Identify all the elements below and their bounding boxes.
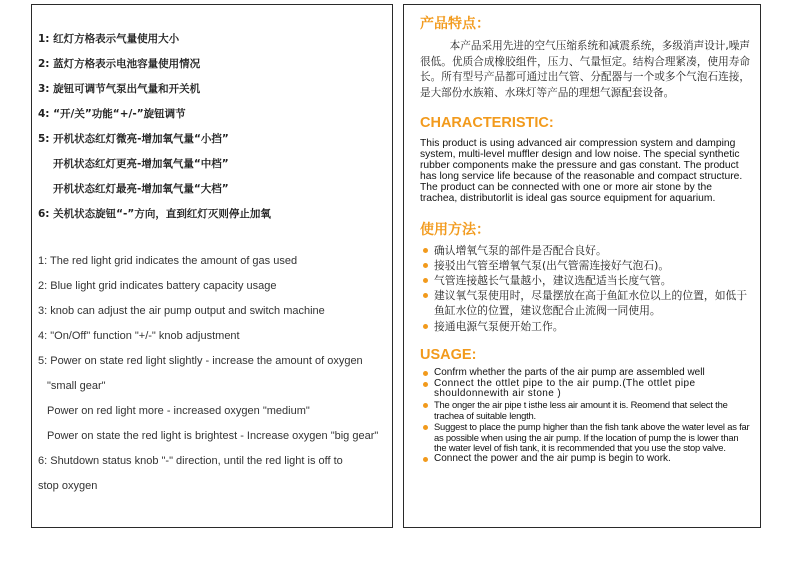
zh-item-2: 2: 蓝灯方格表示电池容量使用情况 — [38, 58, 201, 70]
bullet-dot-icon — [423, 248, 428, 253]
method-item-text: 接驳出气管至增氧气泵(出气管需连接好气泡石)。 — [434, 258, 670, 272]
method-item — [420, 258, 750, 273]
usage-heading: USAGE: — [420, 346, 477, 363]
method-list — [420, 243, 750, 334]
bullet-dot-icon — [423, 403, 428, 408]
bullet-dot-icon — [423, 371, 428, 376]
usage-item-text: The onger the air pipe t isthe less air amount it is. Reomend that select the trachea of suitable length. — [434, 399, 728, 421]
method-item — [420, 319, 750, 334]
en-item-1: 1: The red light grid indicates the amount of gas used — [38, 255, 298, 267]
characteristic-text: This product is using advanced air compression system and damping system, multi-level muffler design and low noise. The special synthetic rubber components make the pressure and gas constant. The product has long service life because of the reasonable and compact structure. The product can be connected with one or more air stone by the trachea, distributorlit is ideal gas source equipment for aquarium. — [420, 138, 743, 205]
en-item-6b: stop oxygen — [38, 480, 98, 492]
usage-item — [420, 400, 750, 422]
bullet-dot-icon — [423, 263, 428, 268]
bullet-dot-icon — [423, 457, 428, 462]
en-item-5d: Power on state the red light is brightest - Increase oxygen "big gear" — [47, 430, 379, 442]
bullet-dot-icon — [423, 324, 428, 329]
method-item-text: 气管连接越长气量越小，建议选配适当长度气管。 — [434, 273, 672, 287]
method-section — [420, 219, 750, 334]
en-item-5: 5: Power on state red light slightly - increase the amount of oxygen — [38, 355, 363, 367]
zh-item-1: 1: 红灯方格表示气量使用大小 — [38, 33, 180, 45]
en-item-3: 3: knob can adjust the air pump output and switch machine — [38, 305, 325, 317]
characteristic-heading: CHARACTERISTIC: — [420, 115, 554, 131]
usage-list — [420, 368, 750, 465]
bullet-dot-icon — [423, 293, 428, 298]
usage-item-text: Connect the ottlet pipe to the air pump.(The ottlet pipe shouldonnewith air stone ) — [434, 377, 696, 400]
method-item-text: 建议氧气泵使用时，尽量摆放在高于鱼缸水位以上的位置，如低于鱼缸水位的位置，建议您配合止流阀一同使用。 — [434, 289, 748, 318]
method-item-text: 接通电源气泵便开始工作。 — [434, 319, 564, 333]
method-item-text: 确认增氧气泵的部件是否配合良好。 — [434, 243, 607, 257]
bullet-dot-icon — [423, 278, 428, 283]
instructions-panel — [31, 4, 393, 528]
usage-item — [420, 454, 750, 465]
en-item-6: 6: Shutdown status knob "-" direction, until the red light is off to — [38, 455, 343, 467]
method-item — [420, 243, 750, 258]
zh-item-3: 3: 旋钮可调节气泵出气量和开关机 — [38, 83, 201, 95]
method-item — [420, 273, 750, 288]
usage-item — [420, 379, 750, 401]
bullet-dot-icon — [423, 382, 428, 387]
product-info-panel — [403, 4, 761, 528]
usage-item — [420, 422, 750, 454]
usage-item-text: Confrm whether the parts of the air pump are assembled well — [434, 366, 705, 378]
zh-item-6: 6: 关机状态旋钮“-”方向，直到红灯灭则停止加氧 — [38, 208, 271, 220]
method-item — [420, 288, 750, 318]
method-heading: 使用方法： — [420, 221, 490, 238]
english-instructions-list — [38, 249, 392, 499]
usage-item-text: Connect the power and the air pump is begin to work. — [434, 453, 671, 465]
characteristic-section — [420, 112, 750, 205]
bullet-dot-icon — [423, 425, 428, 430]
zh-item-5b: 开机状态红灯更亮-增加氧气量“中档” — [53, 158, 229, 170]
features-text: 本产品采用先进的空气压缩系统和减震系统，多级消声设计,噪声很低。优质合成橡胶组件，压力、气量恒定。结构合理紧凑，使用寿命长。所有型号产品都可通过出气管、分配器与一个或多个气泡石连接，是大部份水族箱、水珠灯等产品的理想气源配套设备。 — [420, 40, 750, 99]
en-item-5c: Power on red light more - increased oxygen "medium" — [47, 405, 310, 417]
usage-section — [420, 344, 750, 465]
features-section — [420, 13, 750, 101]
en-item-5b: "small gear" — [47, 380, 106, 392]
usage-item-text: Suggest to place the pump higher than the fish tank above the water level as far as possible when using the air pump. If the location of pump the is lower than the water level of fish tank, it is recommended that you use the stop valve. — [434, 420, 750, 454]
chinese-instructions-list — [38, 27, 392, 227]
zh-item-5: 5: 开机状态红灯微亮-增加氧气量“小挡” — [38, 133, 229, 145]
en-item-2: 2: Blue light grid indicates battery capacity usage — [38, 280, 277, 292]
features-heading: 产品特点： — [420, 16, 490, 32]
en-item-4: 4: "On/Off" function "+/-" knob adjustment — [38, 330, 240, 342]
zh-item-5c: 开机状态红灯最亮-增加氧气量“大档” — [53, 183, 229, 195]
zh-item-4: 4: “开/关”功能“+/-”旋钮调节 — [38, 108, 186, 120]
